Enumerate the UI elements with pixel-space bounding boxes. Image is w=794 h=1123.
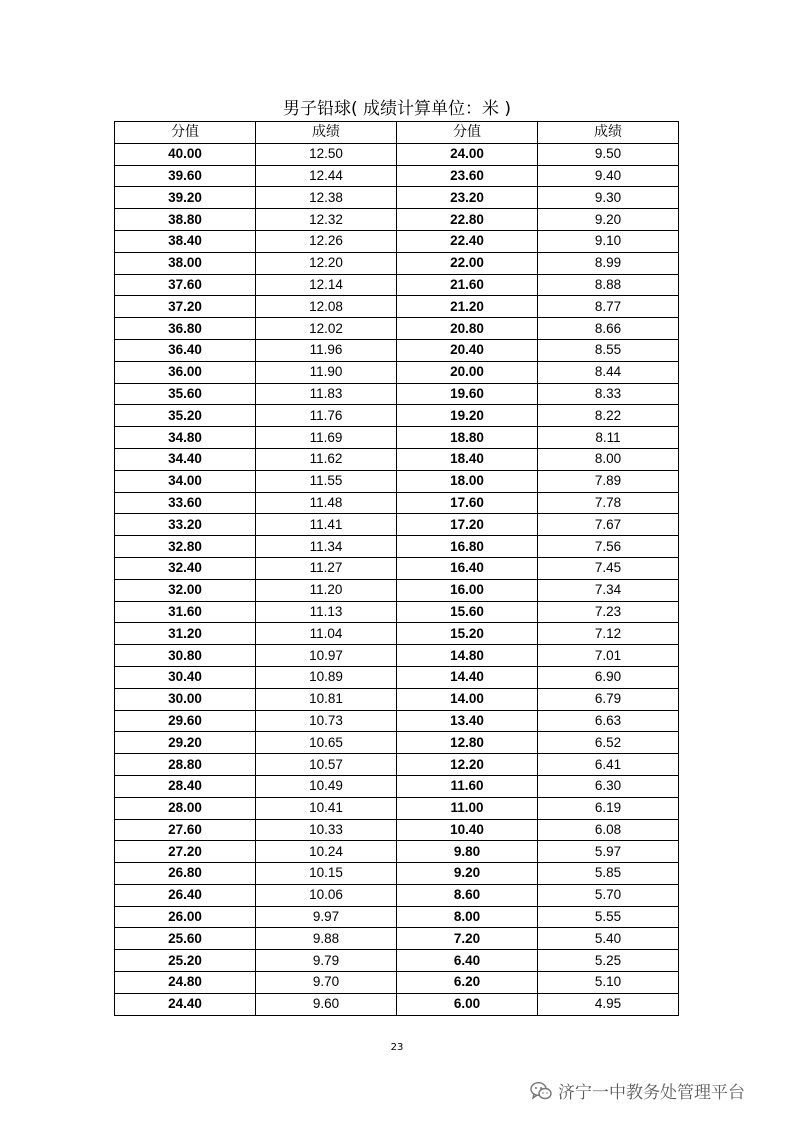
score-cell: 10.40 (397, 819, 538, 841)
result-cell: 10.65 (256, 732, 397, 754)
score-cell: 13.40 (397, 710, 538, 732)
result-cell: 8.11 (538, 427, 679, 449)
score-cell: 19.20 (397, 405, 538, 427)
result-cell: 9.10 (538, 230, 679, 252)
score-cell: 18.80 (397, 427, 538, 449)
score-cell: 33.20 (115, 514, 256, 536)
score-cell: 17.20 (397, 514, 538, 536)
table-row (115, 274, 679, 296)
table-row (115, 296, 679, 318)
result-cell: 7.01 (538, 645, 679, 667)
table-row (115, 732, 679, 754)
result-cell: 9.70 (256, 972, 397, 994)
result-cell: 7.67 (538, 514, 679, 536)
result-cell: 10.73 (256, 710, 397, 732)
result-cell: 8.88 (538, 274, 679, 296)
result-cell: 8.77 (538, 296, 679, 318)
score-cell: 36.40 (115, 339, 256, 361)
header-score-1: 分值 (115, 122, 256, 144)
result-cell: 12.50 (256, 143, 397, 165)
result-cell: 6.08 (538, 819, 679, 841)
result-cell: 11.27 (256, 557, 397, 579)
result-cell: 11.04 (256, 623, 397, 645)
result-cell: 10.24 (256, 841, 397, 863)
result-cell: 6.19 (538, 797, 679, 819)
result-cell: 5.25 (538, 950, 679, 972)
score-cell: 28.00 (115, 797, 256, 819)
score-cell: 27.60 (115, 819, 256, 841)
score-cell: 17.60 (397, 492, 538, 514)
result-cell: 6.52 (538, 732, 679, 754)
table-row (115, 209, 679, 231)
score-cell: 40.00 (115, 143, 256, 165)
result-cell: 7.78 (538, 492, 679, 514)
result-cell: 11.69 (256, 427, 397, 449)
score-cell: 6.40 (397, 950, 538, 972)
score-cell: 21.20 (397, 296, 538, 318)
score-cell: 31.20 (115, 623, 256, 645)
table-header-row (115, 122, 679, 144)
result-cell: 7.45 (538, 557, 679, 579)
score-cell: 15.20 (397, 623, 538, 645)
table-row (115, 579, 679, 601)
score-cell: 35.60 (115, 383, 256, 405)
result-cell: 10.97 (256, 645, 397, 667)
table-row (115, 645, 679, 667)
score-cell: 19.60 (397, 383, 538, 405)
result-cell: 11.55 (256, 470, 397, 492)
score-table (114, 121, 679, 1016)
score-cell: 39.60 (115, 165, 256, 187)
table-row (115, 339, 679, 361)
result-cell: 12.02 (256, 318, 397, 340)
table-row (115, 863, 679, 885)
page-number: 23 (390, 1042, 404, 1053)
result-cell: 10.89 (256, 666, 397, 688)
result-cell: 10.33 (256, 819, 397, 841)
result-cell: 10.57 (256, 754, 397, 776)
score-cell: 14.40 (397, 666, 538, 688)
table-row (115, 841, 679, 863)
score-cell: 39.20 (115, 187, 256, 209)
result-cell: 12.20 (256, 252, 397, 274)
score-cell: 20.40 (397, 339, 538, 361)
score-cell: 12.20 (397, 754, 538, 776)
score-cell: 32.00 (115, 579, 256, 601)
score-cell: 25.20 (115, 950, 256, 972)
result-cell: 8.66 (538, 318, 679, 340)
result-cell: 11.41 (256, 514, 397, 536)
score-cell: 8.00 (397, 906, 538, 928)
table-row (115, 666, 679, 688)
score-cell: 30.00 (115, 688, 256, 710)
result-cell: 9.50 (538, 143, 679, 165)
result-cell: 11.20 (256, 579, 397, 601)
score-cell: 38.80 (115, 209, 256, 231)
score-cell: 22.80 (397, 209, 538, 231)
score-cell: 34.40 (115, 448, 256, 470)
table-row (115, 143, 679, 165)
result-cell: 6.79 (538, 688, 679, 710)
table-row (115, 884, 679, 906)
score-cell: 22.00 (397, 252, 538, 274)
table-row (115, 536, 679, 558)
score-cell: 37.20 (115, 296, 256, 318)
score-cell: 29.60 (115, 710, 256, 732)
result-cell: 12.32 (256, 209, 397, 231)
score-cell: 23.60 (397, 165, 538, 187)
result-cell: 5.55 (538, 906, 679, 928)
result-cell: 6.30 (538, 775, 679, 797)
table-row (115, 819, 679, 841)
score-cell: 36.00 (115, 361, 256, 383)
score-cell: 27.20 (115, 841, 256, 863)
table-row (115, 492, 679, 514)
table-row (115, 252, 679, 274)
result-cell: 7.23 (538, 601, 679, 623)
score-cell: 9.80 (397, 841, 538, 863)
table-row (115, 318, 679, 340)
result-cell: 11.34 (256, 536, 397, 558)
result-cell: 12.44 (256, 165, 397, 187)
table-row (115, 361, 679, 383)
table-row (115, 187, 679, 209)
score-cell: 32.40 (115, 557, 256, 579)
score-cell: 38.40 (115, 230, 256, 252)
score-cell: 20.80 (397, 318, 538, 340)
table-row (115, 557, 679, 579)
score-cell: 11.60 (397, 775, 538, 797)
result-cell: 11.48 (256, 492, 397, 514)
result-cell: 5.40 (538, 928, 679, 950)
result-cell: 7.56 (538, 536, 679, 558)
result-cell: 10.06 (256, 884, 397, 906)
score-cell: 15.60 (397, 601, 538, 623)
score-cell: 36.80 (115, 318, 256, 340)
result-cell: 12.38 (256, 187, 397, 209)
score-cell: 16.80 (397, 536, 538, 558)
score-cell: 33.60 (115, 492, 256, 514)
result-cell: 5.97 (538, 841, 679, 863)
table-row (115, 448, 679, 470)
result-cell: 9.40 (538, 165, 679, 187)
score-cell: 16.40 (397, 557, 538, 579)
result-cell: 11.76 (256, 405, 397, 427)
table-row (115, 775, 679, 797)
table-row (115, 754, 679, 776)
table-body (115, 143, 679, 1015)
result-cell: 6.41 (538, 754, 679, 776)
result-cell: 8.44 (538, 361, 679, 383)
score-cell: 9.20 (397, 863, 538, 885)
score-cell: 32.80 (115, 536, 256, 558)
score-cell: 34.00 (115, 470, 256, 492)
result-cell: 5.85 (538, 863, 679, 885)
result-cell: 9.30 (538, 187, 679, 209)
result-cell: 6.63 (538, 710, 679, 732)
result-cell: 9.97 (256, 906, 397, 928)
result-cell: 8.55 (538, 339, 679, 361)
score-cell: 25.60 (115, 928, 256, 950)
result-cell: 7.12 (538, 623, 679, 645)
result-cell: 9.79 (256, 950, 397, 972)
table-row (115, 405, 679, 427)
watermark-text: 济宁一中教务处管理平台 (558, 1083, 745, 1103)
score-cell: 14.00 (397, 688, 538, 710)
score-cell: 28.80 (115, 754, 256, 776)
table-row (115, 623, 679, 645)
score-cell: 30.80 (115, 645, 256, 667)
table-row (115, 928, 679, 950)
score-cell: 12.80 (397, 732, 538, 754)
score-cell: 11.00 (397, 797, 538, 819)
score-cell: 30.40 (115, 666, 256, 688)
score-cell: 26.40 (115, 884, 256, 906)
result-cell: 10.41 (256, 797, 397, 819)
table-row (115, 972, 679, 994)
watermark (530, 1078, 745, 1103)
result-cell: 8.00 (538, 448, 679, 470)
header-result-2: 成绩 (538, 122, 679, 144)
table-row (115, 470, 679, 492)
result-cell: 12.14 (256, 274, 397, 296)
score-cell: 23.20 (397, 187, 538, 209)
score-cell: 38.00 (115, 252, 256, 274)
table-row (115, 797, 679, 819)
header-result-1: 成绩 (256, 122, 397, 144)
result-cell: 9.20 (538, 209, 679, 231)
table-row (115, 688, 679, 710)
score-cell: 6.20 (397, 972, 538, 994)
table-row (115, 710, 679, 732)
score-cell: 18.40 (397, 448, 538, 470)
score-cell: 26.80 (115, 863, 256, 885)
result-cell: 5.70 (538, 884, 679, 906)
table-row (115, 601, 679, 623)
table-row (115, 950, 679, 972)
table-row (115, 993, 679, 1015)
table-row (115, 906, 679, 928)
score-cell: 24.00 (397, 143, 538, 165)
score-cell: 34.80 (115, 427, 256, 449)
score-cell: 29.20 (115, 732, 256, 754)
table-row (115, 427, 679, 449)
result-cell: 12.26 (256, 230, 397, 252)
score-cell: 35.20 (115, 405, 256, 427)
result-cell: 7.89 (538, 470, 679, 492)
score-cell: 6.00 (397, 993, 538, 1015)
result-cell: 6.90 (538, 666, 679, 688)
score-cell: 7.20 (397, 928, 538, 950)
score-cell: 21.60 (397, 274, 538, 296)
result-cell: 10.49 (256, 775, 397, 797)
table-row (115, 165, 679, 187)
score-cell: 20.00 (397, 361, 538, 383)
table-row (115, 383, 679, 405)
result-cell: 8.22 (538, 405, 679, 427)
result-cell: 12.08 (256, 296, 397, 318)
score-cell: 18.00 (397, 470, 538, 492)
score-cell: 28.40 (115, 775, 256, 797)
score-cell: 22.40 (397, 230, 538, 252)
score-cell: 16.00 (397, 579, 538, 601)
result-cell: 8.33 (538, 383, 679, 405)
result-cell: 11.96 (256, 339, 397, 361)
score-cell: 24.40 (115, 993, 256, 1015)
result-cell: 5.10 (538, 972, 679, 994)
result-cell: 4.95 (538, 993, 679, 1015)
score-cell: 31.60 (115, 601, 256, 623)
result-cell: 11.13 (256, 601, 397, 623)
result-cell: 9.88 (256, 928, 397, 950)
result-cell: 10.15 (256, 863, 397, 885)
header-score-2: 分值 (397, 122, 538, 144)
result-cell: 9.60 (256, 993, 397, 1015)
result-cell: 11.62 (256, 448, 397, 470)
result-cell: 7.34 (538, 579, 679, 601)
table-row (115, 514, 679, 536)
score-cell: 37.60 (115, 274, 256, 296)
score-cell: 24.80 (115, 972, 256, 994)
result-cell: 8.99 (538, 252, 679, 274)
result-cell: 10.81 (256, 688, 397, 710)
result-cell: 11.83 (256, 383, 397, 405)
score-cell: 8.60 (397, 884, 538, 906)
wechat-icon (530, 1081, 552, 1101)
score-cell: 14.80 (397, 645, 538, 667)
result-cell: 11.90 (256, 361, 397, 383)
score-cell: 26.00 (115, 906, 256, 928)
page-title: 男子铅球( 成绩计算单位：米 ) (282, 99, 512, 119)
table-row (115, 230, 679, 252)
